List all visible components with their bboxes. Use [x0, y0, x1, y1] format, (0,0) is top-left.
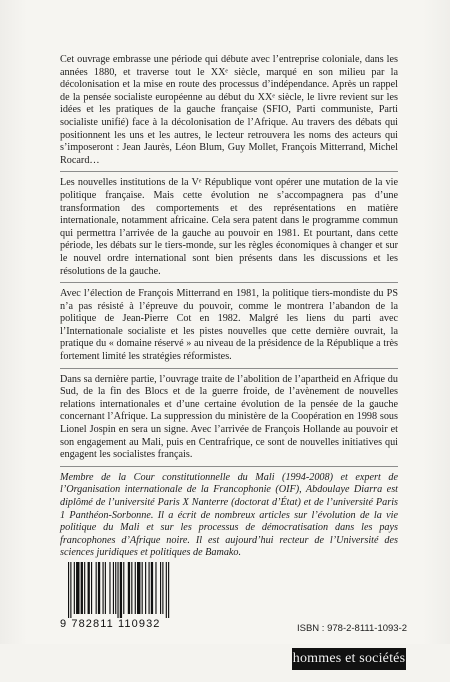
barcode-bar — [149, 562, 150, 614]
summary-paragraph-3: Avec l’élection de François Mitterrand en 1981, la politique tiers-mondiste du PS n’a pas résisté à l’épreuve du pouvoir, comme le montrera l’abandon de la politique de Jean-Pierre Cot en 1982. Malgré les liens du parti avec l’Internationale socialiste et les pistes nouvelles que cette dernière ouvrait, la pratique du « domaine réservé » au niveau de la présidence de la République a très fortement limité les stratégies réformistes. — [60, 288, 398, 363]
barcode-bar — [117, 562, 118, 618]
barcode-bar — [96, 562, 97, 614]
barcode-bar — [74, 562, 75, 614]
barcode-bar — [162, 562, 163, 614]
barcode-bar — [142, 562, 143, 614]
author-bio: Membre de la Cour constitutionnelle du Mali (1994-2008) et expert de l’Organisation internationale de la Francophonie (OIF), Abdoulaye Diarra est diplômé de l’université Paris X Nanterre (doctorat d’État) et de l’université Paris 1 Panthéon-Sorbonne. Il a écrit de nombreux articles sur l’évolution de la vie politique du Mali et sur les processus de démocratisation dans les pays francophones d’Afrique noire. Il est aujourd’hui recteur de l’Université des sciences juridiques et politiques de Bamako. — [60, 471, 398, 559]
barcode-digits: 9 782811 110932 — [60, 618, 161, 630]
barcode-bar — [123, 562, 124, 614]
barcode-bar — [81, 562, 83, 614]
barcode-bar — [68, 562, 69, 618]
barcode-bar — [128, 562, 130, 614]
barcode-bar — [137, 562, 140, 614]
divider — [60, 368, 398, 369]
barcode-bar — [131, 562, 132, 614]
barcode-bar — [70, 562, 71, 618]
summary-paragraph-1: Cet ouvrage embrasse une période qui débute avec l’entreprise coloniale, dans les années 1880, et traverse tout le XXᵉ siècle, marqué en son milieu par la décolonisation et la mise en route des processus d’indépendance. Après un rappel de la pensée socialiste européenne au début du XXᵉ siècle, le livre revient sur les idées et les pratiques de la gauche française (SFIO, Parti communiste, Parti socialiste unifié) face à la décolonisation de l’Afrique. Au travers des débats qui positionnent les uns et les autres, le lecteur retrouvera les noms des acteurs qui s’imposeront : Jean Jaurès, Léon Blum, Guy Mollet, François Mitterrand, Michel Rocard… — [60, 54, 398, 166]
barcode-bar — [91, 562, 92, 614]
barcode-bars — [60, 560, 170, 618]
summary-paragraph-4: Dans sa dernière partie, l’ouvrage traite de l’abolition de l’apartheid en Afrique du Sud, de la fin des Blocs et de la guerre froide, de l’avènement de nouvelles relations internationales et d’une certaine évolution de la pensée de la gauche concernant l’Afrique. La suppression du ministère de la Coopération en 1998 sous Lionel Jospin en sera un signe. Avec l’arrivée de François Hollande au pouvoir et son engagement au Mali, puis en Centrafrique, ce sont de nouvelles initiatives qui engagent les socialistes français. — [60, 373, 398, 461]
barcode-bar — [145, 562, 146, 614]
divider — [60, 466, 398, 467]
collection-logo: hommes et sociétés — [292, 648, 406, 670]
barcode-bar — [76, 562, 79, 614]
divider — [60, 282, 398, 283]
barcode-bar — [113, 562, 114, 614]
barcode-bar — [105, 562, 106, 614]
barcode — [60, 560, 168, 632]
barcode-bar — [115, 562, 116, 614]
barcode-bar — [135, 562, 136, 614]
barcode-bar — [160, 562, 161, 614]
barcode-bar — [98, 562, 100, 614]
barcode-bar — [103, 562, 104, 614]
barcode-bar — [166, 562, 167, 618]
summary-paragraph-2: Les nouvelles institutions de la Vᵉ République vont opérer une mutation de la vie politique française. Mais cette évolution ne s’accompagnera pas d’une transformation des comportements et des représentations en matière internationale, notamment africaine. Cela sera patent dans le programme commun qui permettra l’arrivée de la gauche au pouvoir en 1981. Et pourtant, dans cette période, les débats sur le tiers-monde, sur les règles économiques à changer et sur le nouvel ordre international sont bien présents dans les discussions et les résolutions de la gauche. — [60, 177, 398, 277]
back-cover-text — [60, 54, 398, 560]
barcode-bar — [88, 562, 90, 614]
divider — [60, 171, 398, 172]
barcode-bar — [155, 562, 156, 614]
barcode-bar — [84, 562, 85, 614]
barcode-bar — [151, 562, 153, 614]
isbn-text: ISBN : 978-2-8111-1093-2 — [297, 623, 408, 634]
barcode-bar — [109, 562, 110, 614]
barcode-bar — [120, 562, 122, 618]
barcode-bar — [168, 562, 169, 618]
